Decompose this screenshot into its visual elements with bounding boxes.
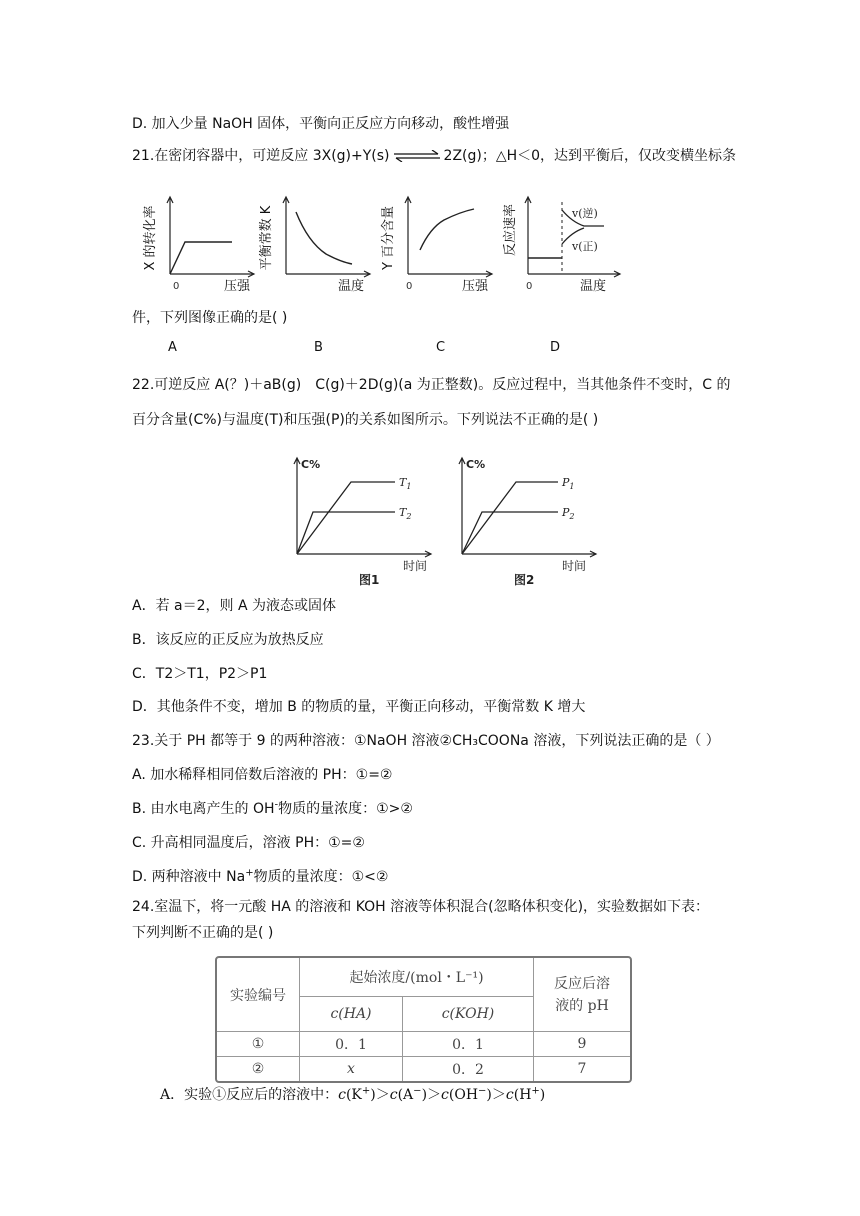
q23-option-d: D. 两种溶液中 Na+物质的量浓度：①<② (132, 867, 389, 885)
row-2-koh: 0．2 (402, 1056, 533, 1081)
graph-d-ylabel: 反应速率 (503, 203, 518, 257)
q23-option-d-pre: D. 两种溶液中 Na (132, 869, 246, 885)
graph-b (256, 192, 376, 294)
figure-2-lower-sub: 2 (569, 512, 575, 521)
graph-option-c: C (436, 340, 446, 355)
graph-option-a: A (168, 340, 177, 355)
row-2-ha: x (300, 1056, 403, 1081)
graph-d-curve-top-label: v(逆) (572, 207, 598, 220)
graph-option-b: B (314, 340, 323, 355)
q24-stem-line2: 下列判断不正确的是( ) (132, 925, 274, 941)
figure-2-plot (450, 452, 602, 588)
graph-d-plot (500, 192, 624, 294)
figure-2-upper-sub: 1 (569, 482, 575, 491)
q22-stem-line2: 百分含量(C%)与温度(T)和压强(P)的关系如图所示。下列说法不正确的是( ) (132, 412, 599, 428)
graph-c-origin: 0 (406, 281, 413, 292)
figure-1-lower-sub: 2 (406, 512, 412, 521)
figure-1-upper-label: T (399, 476, 407, 489)
col-initial-concentration: 起始浓度/(mol・L⁻¹) (300, 958, 534, 997)
graph-b-curve (296, 212, 352, 264)
figure-1-lower-curve (297, 512, 395, 554)
graph-c-plot (378, 192, 498, 294)
figure-1 (285, 452, 437, 592)
equilibrium-arrow-icon (392, 150, 442, 162)
col-ph-after-l2: 液的 pH (555, 997, 609, 1014)
q22-option-a: A．若 a＝2，则 A 为液态或固体 (132, 598, 336, 614)
graph-a-xlabel: 压强 (224, 279, 251, 294)
graph-d-origin: 0 (526, 281, 533, 292)
graph-c (378, 192, 498, 294)
graph-d (500, 192, 624, 294)
q22-option-b: B．该反应的正反应为放热反应 (132, 632, 324, 648)
table-row (217, 1032, 630, 1057)
q22-stem (132, 374, 730, 394)
figure-2-ylabel: C% (466, 458, 486, 471)
svg-text:T2 (399, 506, 411, 521)
figure-2-lower-label: P (562, 506, 570, 519)
col-c-ha: c(HA) (300, 997, 403, 1032)
figure-2-xlabel: 时间 (562, 559, 587, 573)
graph-d-curve-bottom-label: v(正) (572, 240, 598, 253)
figure-2-lower-curve (462, 512, 558, 554)
table-row (217, 1056, 630, 1081)
graph-b-xlabel: 温度 (338, 279, 365, 294)
graph-b-ylabel: 平衡常数 K (259, 205, 274, 271)
row-2-exp: ② (217, 1056, 300, 1081)
figure-1-plot (285, 452, 437, 588)
graph-d-xlabel: 温度 (580, 279, 607, 294)
q24-option-a-pre: A．实验①反应后的溶液中： (160, 1087, 339, 1103)
q22-stem-part2: C(g)＋2D(g)(a 为正整数)。反应过程中，当其他条件不变时，C 的 (315, 377, 731, 393)
row-2-ph: 7 (534, 1056, 631, 1081)
figure-1-ylabel: C% (301, 458, 321, 471)
q24-stem-line1: 24.室温下，将一元酸 HA 的溶液和 KOH 溶液等体积混合(忽略体积变化)，实验数据如下表： (132, 899, 710, 915)
row-1-ph: 9 (534, 1032, 631, 1057)
figure-2-upper-curve (462, 482, 558, 554)
graph-a-origin: 0 (173, 281, 180, 292)
q22-option-c: C．T2＞T1，P2＞P1 (132, 666, 268, 682)
q21-stem (132, 145, 736, 165)
q23-option-b: B. 由水电离产生的 OH-物质的量浓度：①>② (132, 799, 413, 817)
figure-1-xlabel: 时间 (403, 559, 428, 573)
graph-c-curve (420, 209, 474, 250)
svg-text:P2 (561, 506, 575, 521)
q23-stem: 23.关于 PH 都等于 9 的两种溶液：①NaOH 溶液②CH₃COONa 溶液，下列说法正确的是（ ） (132, 733, 720, 749)
q21-stem-part1: 21.在密闭容器中，可逆反应 3X(g)+Y(s) (132, 148, 390, 164)
graph-a (140, 192, 260, 294)
graph-a-curve (170, 242, 232, 274)
graph-a-ylabel: X 的转化率 (143, 205, 158, 271)
q23-option-b-post: 物质的量浓度：①>② (278, 801, 413, 817)
q23-option-b-pre: B. 由水电离产生的 OH (132, 801, 275, 817)
figure-1-lower-label: T (399, 506, 407, 519)
q20-option-d: D. 加入少量 NaOH 固体，平衡向正反应方向移动，酸性增强 (132, 116, 510, 132)
figure-1-upper-sub: 1 (406, 482, 412, 491)
svg-text:T1 (399, 476, 411, 491)
row-1-ha: 0．1 (300, 1032, 403, 1057)
q21-stem-part2: 2Z(g)；△H＜0，达到平衡后，仅改变横坐标条 (443, 148, 737, 164)
col-ph-after (534, 958, 631, 1032)
q23-option-a: A. 加水稀释相同倍数后溶液的 PH：①=② (132, 767, 393, 783)
col-experiment-number: 实验编号 (217, 958, 300, 1032)
q24-option-a: A．实验①反应后的溶液中：c(K+)＞c(A−)＞c(OH−)＞c(H+) (160, 1085, 546, 1103)
q22-option-d: D．其他条件不变，增加 B 的物质的量，平衡正向移动，平衡常数 K 增大 (132, 699, 586, 715)
figure-2 (450, 452, 602, 592)
graph-c-xlabel: 压强 (462, 279, 489, 294)
experiment-table (215, 956, 632, 1083)
figure-2-upper-label: P (562, 476, 570, 489)
graph-b-plot (256, 192, 376, 294)
col-c-koh: c(KOH) (402, 997, 533, 1032)
q23-option-d-post: 物质的量浓度：①<② (253, 869, 389, 885)
graph-a-plot (140, 192, 260, 294)
svg-text:P1 (561, 476, 575, 491)
q23-option-c: C. 升高相同温度后，溶液 PH：①=② (132, 835, 365, 851)
figure-2-caption: 图2 (514, 573, 535, 587)
graph-c-ylabel: Y 百分含量 (381, 205, 396, 271)
figure-1-upper-curve (297, 482, 395, 554)
figure-1-caption: 图1 (359, 573, 380, 587)
row-1-exp: ① (217, 1032, 300, 1057)
graph-option-d: D (550, 340, 561, 355)
q21-continuation: 件，下列图像正确的是( ) (132, 310, 288, 326)
row-1-koh: 0．1 (402, 1032, 533, 1057)
col-ph-after-l1: 反应后溶 (554, 975, 610, 992)
q22-stem-part1: 22.可逆反应 A(？)＋aB(g) (132, 377, 302, 393)
